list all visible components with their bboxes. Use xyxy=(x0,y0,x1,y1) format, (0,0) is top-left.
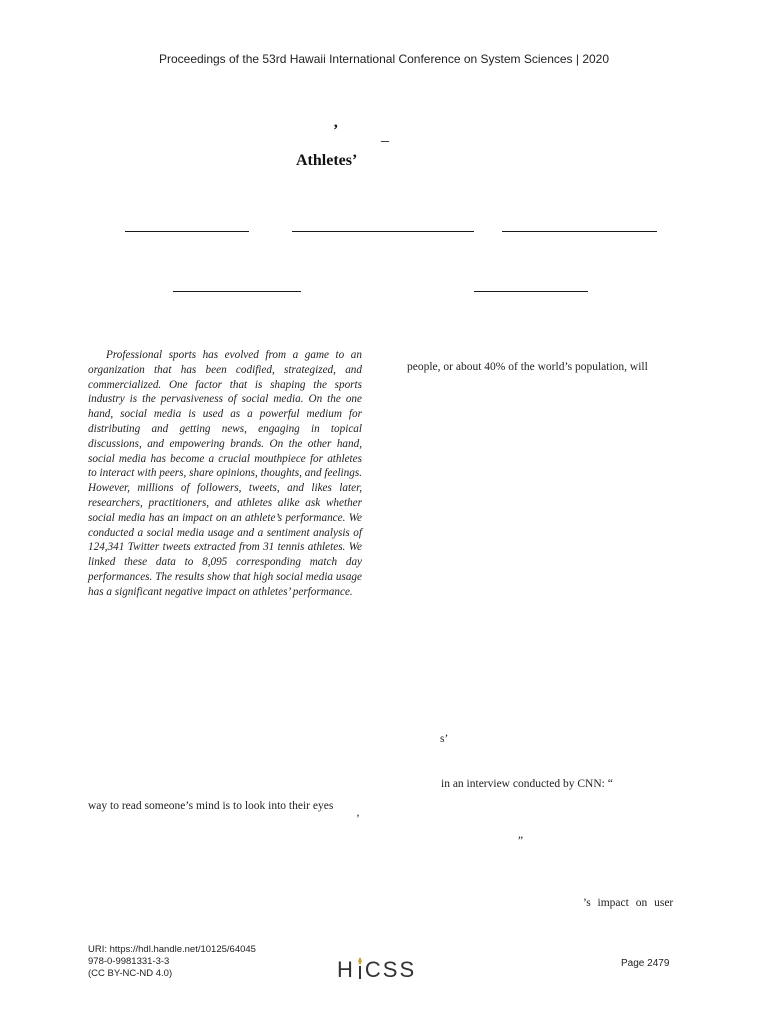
author-rule-3 xyxy=(502,231,657,232)
page-number: Page 2479 xyxy=(621,958,670,969)
abstract-text: Professional sports has evolved from a game to an organization that has been codified, strategized, and commercialized. One factor that is shaping the sports industry is the pervasiveness of social media. On the one hand, social media is used as a powerful medium for distributing and getting news, engaging in topical discussions, and empowering brands. On the other hand, social media has become a crucial mouthpiece for athletes to interact with peers, share opinions, thoughts, and feelings. However, millions of followers, tweets, and likes later, researchers, practitioners, and athletes alike ask whether social media has an impact on an athlete’s performance. We conducted a social media usage and a sentiment analysis of 124,341 Twitter tweets extracted from 31 tennis athletes. We linked these data to 8,095 corresponding match day performances. The results show that high social media usage has a significant negative impact on athletes’ performance. xyxy=(88,349,362,598)
footer-uri: URI: https://hdl.handle.net/10125/64045 xyxy=(88,944,256,955)
body-line-close-quote: ” xyxy=(518,835,524,847)
logo-text-right: CSS xyxy=(364,957,417,982)
body-line-eyes: way to read someone’s mind is to look into their eyes xyxy=(88,800,334,812)
author-rule-4 xyxy=(173,291,301,292)
body-line-cnn: in an interview conducted by CNN: “ xyxy=(441,778,613,790)
hicss-logo xyxy=(337,956,416,983)
body-line-population: people, or about 40% of the world’s population, will xyxy=(407,361,648,373)
author-rule-2 xyxy=(292,231,474,232)
torch-icon xyxy=(356,956,364,980)
proceedings-header: Proceedings of the 53rd Hawaii International Conference on System Sciences | 2020 xyxy=(158,52,610,66)
title-fragment-underscore: _ xyxy=(381,127,389,144)
footer-citation xyxy=(88,944,256,980)
title-fragment-athletes: Athletes’ xyxy=(296,152,358,169)
logo-text-left: H xyxy=(337,957,355,982)
author-rule-5 xyxy=(474,291,588,292)
footer-isbn: 978-0-9981331-3-3 xyxy=(88,956,170,967)
body-line-quote-mark: ’ xyxy=(356,813,360,825)
author-rule-1 xyxy=(125,231,249,232)
body-line-s-quote: s’ xyxy=(440,733,449,745)
title-fragment-comma: ’ xyxy=(333,122,339,139)
body-line-impact: ’s impact on user xyxy=(583,897,674,909)
footer-license: (CC BY-NC-ND 4.0) xyxy=(88,968,173,979)
